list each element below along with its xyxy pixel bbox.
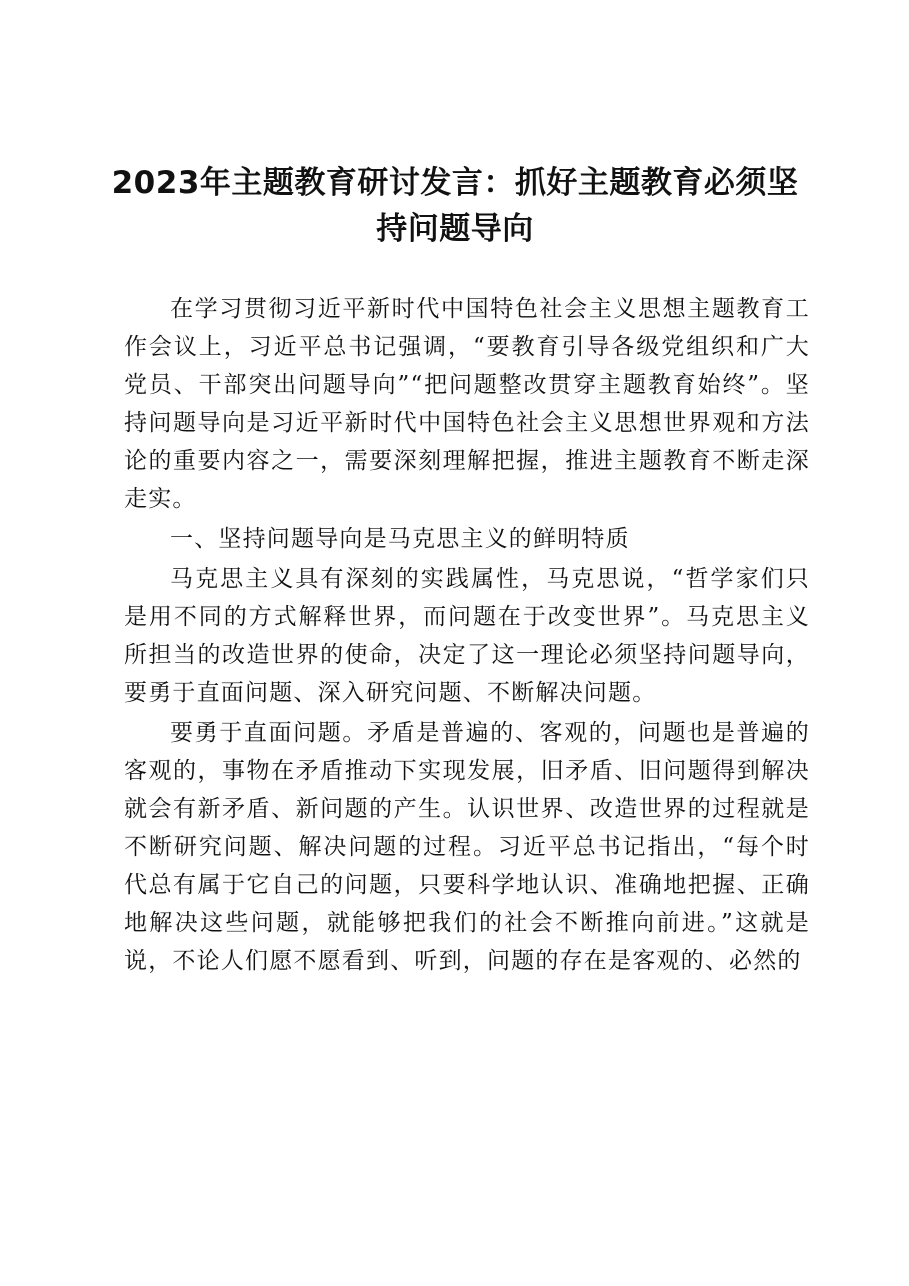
paragraph-intro: 在学习贯彻习近平新时代中国特色社会主义思想主题教育工作会议上，习近平总书记强调，“要教育引导各级党组织和广大党员、干部突出问题导向”“把问题整改贯穿主题教育始终”。坚持问题导向是习近平新时代中国特色社会主义思想世界观和方法论的重要内容之一，需要深刻理解把握，推进主题教育不断走深走实。 — [124, 296, 810, 512]
document-title: 2023年主题教育研讨发言：抓好主题教育必须坚持问题导向 — [111, 165, 799, 247]
section-heading-1: 一、坚持问题导向是马克思主义的鲜明特质 — [170, 526, 630, 552]
paragraph-marxism-practice: 马克思主义具有深刻的实践属性，马克思说，“哲学家们只是用不同的方式解释世界，而问题在于改变世界”。马克思主义所担当的改造世界的使命，决定了这一理论必须坚持问题导向，要勇于直面问题、深入研究问题、不断解决问题。 — [124, 566, 810, 706]
document-body — [124, 290, 810, 980]
paragraph-face-problems: 要勇于直面问题。矛盾是普遍的、客观的，问题也是普遍的客观的，事物在矛盾推动下实现发展，旧矛盾、旧问题得到解决就会有新矛盾、新问题的产生。认识世界、改造世界的过程就是不断研究问题、解决问题的过程。习近平总书记指出，“每个时代总有属于它自己的问题，只要科学地认识、准确地把握、正确地解决这些问题，就能够把我们的社会不断推向前进。”这就是说，不论人们愿不愿看到、听到，问题的存在是客观的、必然的 — [124, 720, 810, 974]
